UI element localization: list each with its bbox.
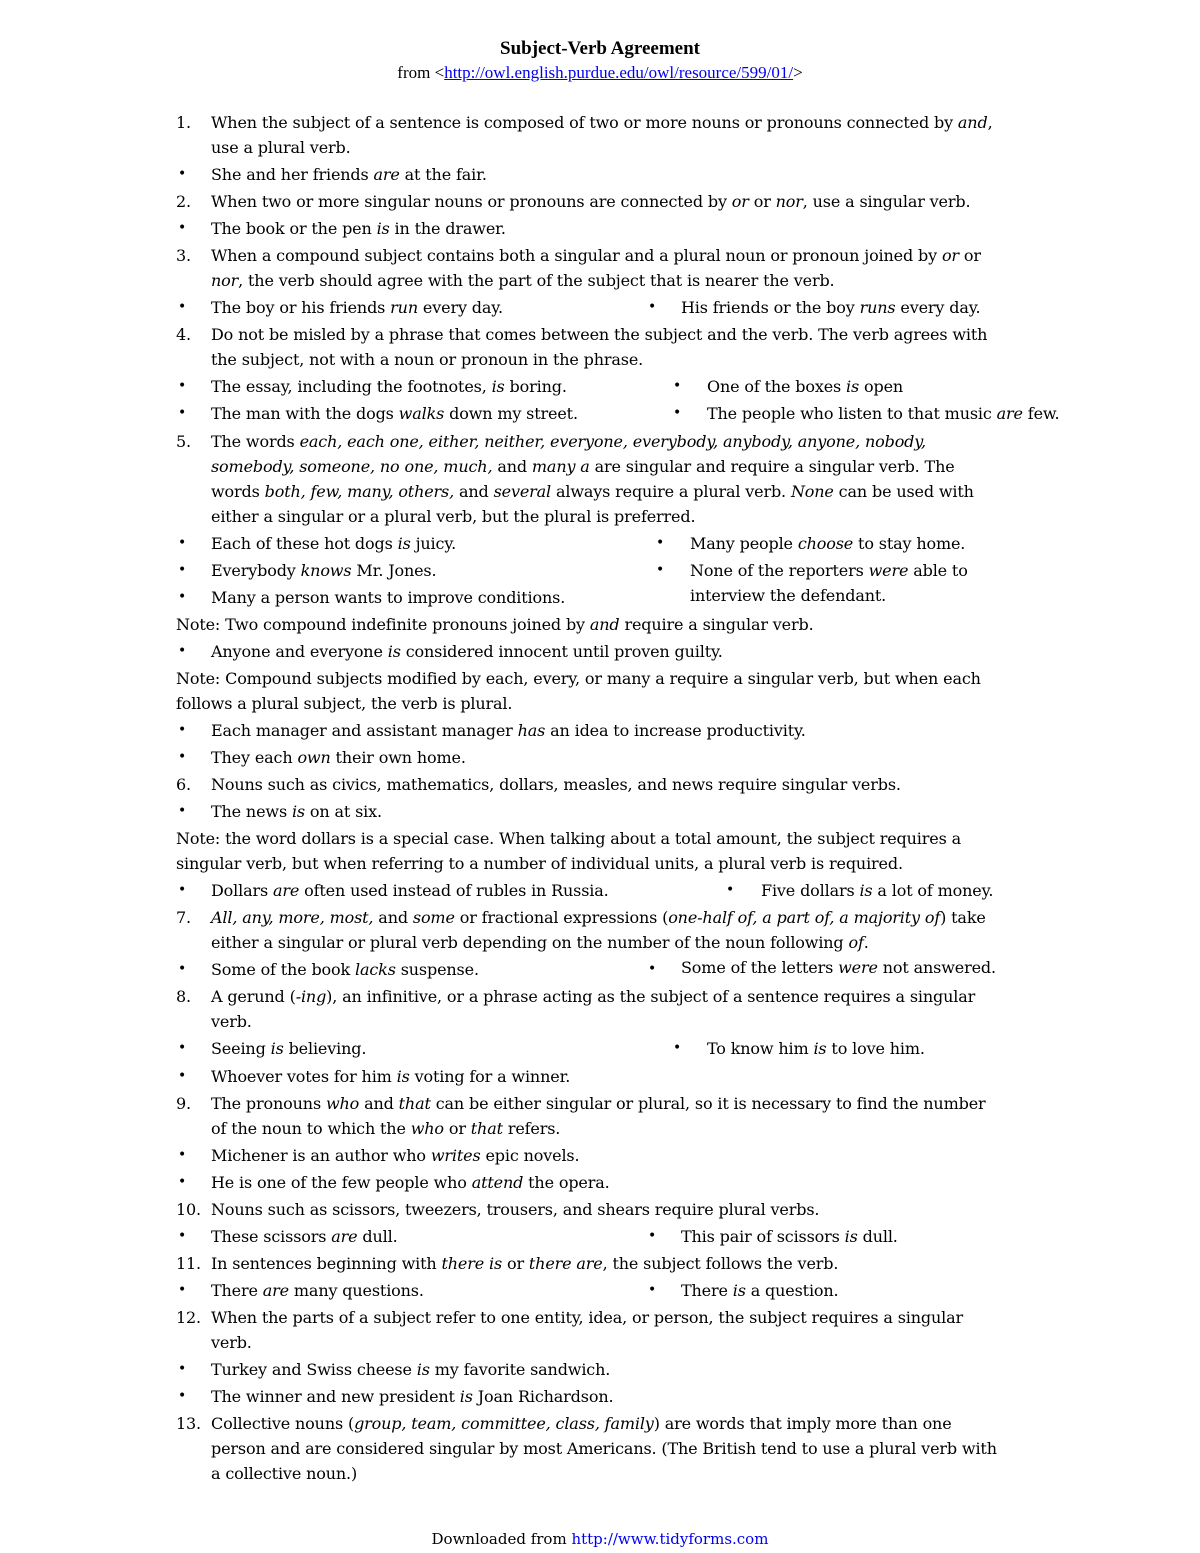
example-item: • The essay, including the footnotes, is boring. • One of the boxes is open xyxy=(178,377,904,396)
example-item: • These scissors are dull. • This pair of scissors is dull. xyxy=(178,1227,898,1246)
rule-8: 8. A gerund (-ing), an infinitive, or a phrase acting as the subject of a sentence requires a singular verb. xyxy=(176,987,976,1031)
example-item: • Each of these hot dogs is juicy. • Many people choose to stay home. xyxy=(178,534,966,553)
example-item: • Many a person wants to improve conditions. interview the defendant. xyxy=(178,586,887,607)
rule-12: 12. When the parts of a subject refer to one entity, idea, or person, the subject requires a singular verb. xyxy=(176,1308,963,1352)
rule-9: 9. The pronouns who and that can be either singular or plural, so it is necessary to find the number of the noun to which the who or that refers. xyxy=(176,1094,986,1138)
footer-link[interactable]: http://www.tidyforms.com xyxy=(571,1530,769,1548)
example-item: • Dollars are often used instead of rubles in Russia. • Five dollars is a lot of money. xyxy=(178,881,994,900)
rule-7: 7. All, any, more, most, and some or fractional expressions (one-half of, a part of, a majority of) take either a singular or plural verb depending on the number of the noun following of. xyxy=(176,908,986,952)
example-item: • Michener is an author who writes epic novels. xyxy=(178,1146,580,1165)
example-item: • The book or the pen is in the drawer. xyxy=(178,219,506,238)
note-1: Note: Two compound indefinite pronouns joined by and require a singular verb. xyxy=(176,615,814,634)
rule-10: 10. Nouns such as scissors, tweezers, trousers, and shears require plural verbs. xyxy=(176,1200,820,1219)
rule-1: 1. When the subject of a sentence is composed of two or more nouns or pronouns connected by and, use a plural verb. xyxy=(176,113,993,157)
example-item: • Each manager and assistant manager has an idea to increase productivity. xyxy=(178,721,806,740)
example-item: • The boy or his friends run every day. • His friends or the boy runs every day. xyxy=(178,298,981,317)
example-item: • There are many questions. • There is a question. xyxy=(178,1281,839,1300)
rule-4: 4. Do not be misled by a phrase that comes between the subject and the verb. The verb agrees with the subject, not with a noun or pronoun in the phrase. xyxy=(176,325,988,369)
rule-11: 11. In sentences beginning with there is or there are, the subject follows the verb. xyxy=(176,1254,839,1273)
note-3: Note: the word dollars is a special case. When talking about a total amount, the subject requires a singular verb, but when referring to a number of individual units, a plural verb is required. xyxy=(176,829,961,873)
example-item: • They each own their own home. xyxy=(178,748,466,767)
example-item: • Everybody knows Mr. Jones. • None of the reporters were able to xyxy=(178,561,968,580)
example-item: • The man with the dogs walks down my street. • The people who listen to that music are few. xyxy=(178,404,1060,423)
rules-list xyxy=(176,110,1166,1488)
example-item: • Turkey and Swiss cheese is my favorite sandwich. xyxy=(178,1360,611,1379)
source-link[interactable]: http://owl.english.purdue.edu/owl/resource/599/01/ xyxy=(444,63,794,82)
example-item: • She and her friends are at the fair. xyxy=(178,165,487,184)
note-2: Note: Compound subjects modified by each, every, or many a require a singular verb, but when each follows a plural subject, the verb is plural. xyxy=(176,669,981,713)
example-item: • The winner and new president is Joan Richardson. xyxy=(178,1387,614,1406)
page-title: Subject-Verb Agreement xyxy=(500,38,700,59)
example-item: • Anyone and everyone is considered innocent until proven guilty. xyxy=(178,642,723,661)
source-line: from <http://owl.english.purdue.edu/owl/resource/599/01/> xyxy=(397,63,803,82)
example-item: • The news is on at six. xyxy=(178,802,382,821)
example-item: • Some of the book lacks suspense. • Some of the letters were not answered. xyxy=(178,958,996,979)
example-item: • Whoever votes for him is voting for a winner. xyxy=(178,1067,571,1086)
rule-2: 2. When two or more singular nouns or pronouns are connected by or or nor, use a singular verb. xyxy=(176,192,971,211)
rule-13: 13. Collective nouns (group, team, committee, class, family) are words that imply more than one person and are considered singular by most Americans. (The British tend to use a plural verb with a collective noun.) xyxy=(176,1414,997,1483)
example-item: • He is one of the few people who attend the opera. xyxy=(178,1173,610,1192)
rule-6: 6. Nouns such as civics, mathematics, dollars, measles, and news require singular verbs. xyxy=(176,775,901,794)
rule-5: 5. The words each, each one, either, neither, everyone, everybody, anybody, anyone, nobody, somebody, someone, no one, much, and many a are singular and require a singular verb. The words both, few, many, others, and several always require a plural verb. None can be used with either a singular or a plural verb, but the plural is preferred. xyxy=(176,432,974,526)
rule-3: 3. When a compound subject contains both a singular and a plural noun or pronoun joined by or or nor, the verb should agree with the part of the subject that is nearer the verb. xyxy=(176,246,981,290)
footer: Downloaded from http://www.tidyforms.com xyxy=(431,1530,769,1548)
example-item: • Seeing is believing. • To know him is to love him. xyxy=(178,1039,925,1058)
